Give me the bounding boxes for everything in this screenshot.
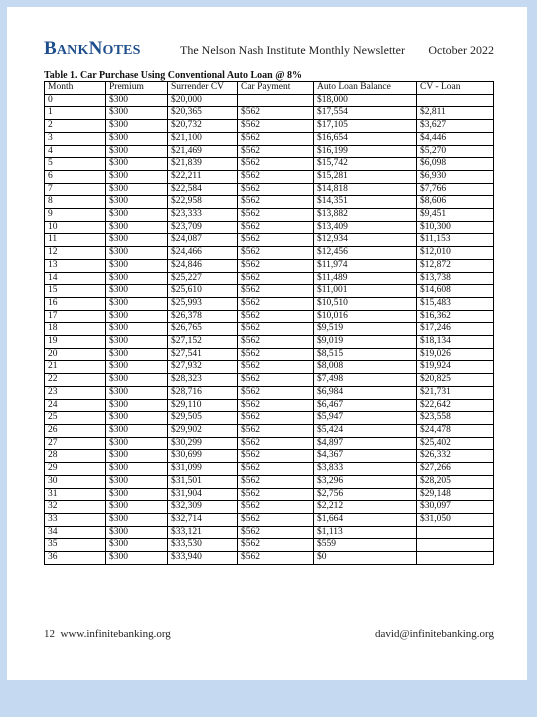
table-cell: $20,825 [417, 374, 494, 387]
table-cell: $23,558 [417, 412, 494, 425]
table-cell: $16,362 [417, 310, 494, 323]
table-row [45, 437, 494, 450]
table-cell: 15 [45, 285, 106, 298]
table-cell: $10,510 [314, 297, 417, 310]
column-header: Auto Loan Balance [314, 82, 417, 95]
table-cell: $15,483 [417, 297, 494, 310]
table-cell: $8,008 [314, 361, 417, 374]
table-cell: $300 [106, 158, 168, 171]
table-cell: 11 [45, 234, 106, 247]
table-row [45, 412, 494, 425]
table-cell: 23 [45, 386, 106, 399]
table-cell: $13,409 [314, 221, 417, 234]
table-cell: $25,227 [168, 272, 238, 285]
table-cell: $562 [238, 386, 314, 399]
table-cell: $562 [238, 170, 314, 183]
table-cell: 19 [45, 336, 106, 349]
table-cell: $15,281 [314, 170, 417, 183]
table-row [45, 526, 494, 539]
table-cell: $31,099 [168, 463, 238, 476]
table-cell: $300 [106, 259, 168, 272]
table-cell: $4,446 [417, 132, 494, 145]
table-cell: $13,738 [417, 272, 494, 285]
table-cell: $19,026 [417, 348, 494, 361]
table-cell: $14,818 [314, 183, 417, 196]
column-header: CV - Loan [417, 82, 494, 95]
table-cell: $7,498 [314, 374, 417, 387]
table-cell: $31,050 [417, 513, 494, 526]
table-cell: $12,010 [417, 247, 494, 260]
table-cell: 5 [45, 158, 106, 171]
table-cell: $21,469 [168, 145, 238, 158]
table-row [45, 323, 494, 336]
table-cell: $300 [106, 526, 168, 539]
table-cell: $33,530 [168, 539, 238, 552]
brand-letter-b: B [44, 38, 57, 59]
table-cell: $12,934 [314, 234, 417, 247]
table-cell: $562 [238, 107, 314, 120]
table-row [45, 463, 494, 476]
table-cell: $300 [106, 234, 168, 247]
table-cell: $562 [238, 120, 314, 133]
table-cell: $562 [238, 513, 314, 526]
table-title: Table 1. Car Purchase Using Conventional Auto Loan @ 8% [44, 70, 303, 81]
table-cell: $300 [106, 323, 168, 336]
table-cell: $300 [106, 475, 168, 488]
table-cell: $24,466 [168, 247, 238, 260]
table-cell: $300 [106, 539, 168, 552]
table-cell: $22,642 [417, 399, 494, 412]
table-row [45, 196, 494, 209]
brand-letters-ank: ANK [56, 43, 89, 58]
table-cell: 28 [45, 450, 106, 463]
table-cell: $30,097 [417, 501, 494, 514]
table-cell: $300 [106, 348, 168, 361]
table-cell: $9,451 [417, 209, 494, 222]
table-cell: $562 [238, 196, 314, 209]
table-cell: $29,505 [168, 412, 238, 425]
table-cell: $562 [238, 323, 314, 336]
table-cell: $29,148 [417, 488, 494, 501]
table-cell: $300 [106, 107, 168, 120]
table-cell: $12,456 [314, 247, 417, 260]
table-row [45, 221, 494, 234]
table-cell: $300 [106, 94, 168, 107]
table-cell: $21,100 [168, 132, 238, 145]
table-row [45, 272, 494, 285]
table-row [45, 132, 494, 145]
table-cell: $300 [106, 196, 168, 209]
table-cell: $19,924 [417, 361, 494, 374]
table-cell: $562 [238, 526, 314, 539]
table-row [45, 374, 494, 387]
table-cell: $26,378 [168, 310, 238, 323]
table-row [45, 336, 494, 349]
table-cell: $14,351 [314, 196, 417, 209]
table-row [45, 399, 494, 412]
table-cell: $3,627 [417, 120, 494, 133]
table-cell: $4,897 [314, 437, 417, 450]
table-cell: 8 [45, 196, 106, 209]
table-cell: $562 [238, 374, 314, 387]
table-cell: $300 [106, 170, 168, 183]
table-cell: $562 [238, 272, 314, 285]
table-cell: $26,332 [417, 450, 494, 463]
table-cell: $300 [106, 132, 168, 145]
table-row [45, 183, 494, 196]
table-cell: $562 [238, 348, 314, 361]
table-cell: $23,333 [168, 209, 238, 222]
table-row [45, 120, 494, 133]
table-cell: $300 [106, 336, 168, 349]
table-cell: $2,756 [314, 488, 417, 501]
table-cell [238, 94, 314, 107]
table-cell: 3 [45, 132, 106, 145]
table-cell: $8,515 [314, 348, 417, 361]
table-cell [417, 552, 494, 565]
table-cell: $4,367 [314, 450, 417, 463]
table-cell: 4 [45, 145, 106, 158]
table-cell: $562 [238, 310, 314, 323]
table-cell: $32,714 [168, 513, 238, 526]
table-cell: $5,947 [314, 412, 417, 425]
table-cell: $11,974 [314, 259, 417, 272]
table-cell: $300 [106, 488, 168, 501]
table-cell: $6,098 [417, 158, 494, 171]
table-cell: 26 [45, 424, 106, 437]
table-cell: 29 [45, 463, 106, 476]
table-cell: $7,766 [417, 183, 494, 196]
table-cell: 16 [45, 297, 106, 310]
table-cell: $562 [238, 501, 314, 514]
footer-left [44, 628, 171, 640]
table-cell: $29,902 [168, 424, 238, 437]
table-cell: $300 [106, 310, 168, 323]
table-cell: $8,606 [417, 196, 494, 209]
table-cell: $17,246 [417, 323, 494, 336]
car-loan-table [44, 81, 494, 565]
table-row [45, 386, 494, 399]
table-cell: $300 [106, 424, 168, 437]
newsletter-page [7, 7, 527, 680]
table-row [45, 475, 494, 488]
table-row [45, 94, 494, 107]
column-header: Car Payment [238, 82, 314, 95]
table-cell: $10,016 [314, 310, 417, 323]
column-header: Surrender CV [168, 82, 238, 95]
table-cell: 12 [45, 247, 106, 260]
table-cell: $20,365 [168, 107, 238, 120]
table-cell: $562 [238, 437, 314, 450]
table-cell: $28,323 [168, 374, 238, 387]
table-cell: $27,932 [168, 361, 238, 374]
table-cell [417, 94, 494, 107]
table-cell: 36 [45, 552, 106, 565]
table-cell: $300 [106, 412, 168, 425]
table-cell: $562 [238, 488, 314, 501]
table-cell: $29,110 [168, 399, 238, 412]
table-cell: $18,000 [314, 94, 417, 107]
table-cell: 18 [45, 323, 106, 336]
table-cell: $30,699 [168, 450, 238, 463]
table-cell: $26,765 [168, 323, 238, 336]
table-cell: $33,940 [168, 552, 238, 565]
table-cell: $12,872 [417, 259, 494, 272]
table-cell: $18,134 [417, 336, 494, 349]
table-cell: 35 [45, 539, 106, 552]
table-cell: $28,205 [417, 475, 494, 488]
table-row [45, 285, 494, 298]
table-cell: 34 [45, 526, 106, 539]
table-cell: $25,993 [168, 297, 238, 310]
table-cell: $562 [238, 183, 314, 196]
table-cell [417, 526, 494, 539]
table-cell: $562 [238, 539, 314, 552]
table-row [45, 145, 494, 158]
table-cell: $300 [106, 120, 168, 133]
footer-email: david@infinitebanking.org [375, 628, 494, 640]
table-cell: $32,309 [168, 501, 238, 514]
table-cell: 25 [45, 412, 106, 425]
table-row [45, 107, 494, 120]
table-row [45, 310, 494, 323]
table-row [45, 513, 494, 526]
table-cell: $22,584 [168, 183, 238, 196]
table-cell: 22 [45, 374, 106, 387]
table-cell: $33,121 [168, 526, 238, 539]
table-cell: 2 [45, 120, 106, 133]
table-cell: 24 [45, 399, 106, 412]
table-cell: 32 [45, 501, 106, 514]
table-row [45, 539, 494, 552]
table-cell: $2,811 [417, 107, 494, 120]
table-cell: $6,467 [314, 399, 417, 412]
table-cell: $28,716 [168, 386, 238, 399]
table-cell: $3,833 [314, 463, 417, 476]
table-cell: $10,300 [417, 221, 494, 234]
table-cell: $562 [238, 145, 314, 158]
table-cell: $6,984 [314, 386, 417, 399]
table-cell: $300 [106, 501, 168, 514]
table-cell: $562 [238, 412, 314, 425]
table-cell: $17,105 [314, 120, 417, 133]
table-cell: 21 [45, 361, 106, 374]
table-cell: $24,478 [417, 424, 494, 437]
table-row [45, 501, 494, 514]
table-cell: 14 [45, 272, 106, 285]
table-row [45, 259, 494, 272]
table-cell: 17 [45, 310, 106, 323]
table-cell: $300 [106, 513, 168, 526]
table-cell: $562 [238, 361, 314, 374]
table-cell: $559 [314, 539, 417, 552]
table-row [45, 234, 494, 247]
table-cell: $1,113 [314, 526, 417, 539]
table-body [45, 94, 494, 564]
table-cell: $300 [106, 450, 168, 463]
table-row [45, 424, 494, 437]
table-row [45, 158, 494, 171]
table-cell: $30,299 [168, 437, 238, 450]
table-cell: 27 [45, 437, 106, 450]
table-cell: $562 [238, 399, 314, 412]
table-cell [417, 539, 494, 552]
table-cell: $14,608 [417, 285, 494, 298]
table-cell: $24,087 [168, 234, 238, 247]
footer-url: www.infinitebanking.org [60, 628, 171, 640]
table-cell: 9 [45, 209, 106, 222]
table-cell: $31,904 [168, 488, 238, 501]
table-cell: 20 [45, 348, 106, 361]
table-cell: $300 [106, 221, 168, 234]
table-cell: $13,882 [314, 209, 417, 222]
newsletter-subtitle: The Nelson Nash Institute Monthly Newsletter [180, 43, 405, 57]
table-cell: $300 [106, 183, 168, 196]
table-header-row [45, 82, 494, 95]
column-header: Month [45, 82, 106, 95]
table-cell: $562 [238, 450, 314, 463]
table-cell: $23,709 [168, 221, 238, 234]
table-cell: $300 [106, 361, 168, 374]
table-cell: $9,019 [314, 336, 417, 349]
table-cell: $20,732 [168, 120, 238, 133]
table-row [45, 488, 494, 501]
table-cell: $15,742 [314, 158, 417, 171]
table-cell: $300 [106, 552, 168, 565]
table-cell: 31 [45, 488, 106, 501]
table-cell: $300 [106, 386, 168, 399]
brand-letter-n: N [88, 38, 103, 59]
table-cell: $11,001 [314, 285, 417, 298]
table-cell: $300 [106, 209, 168, 222]
table-cell: $562 [238, 336, 314, 349]
table-cell: 13 [45, 259, 106, 272]
table-cell: $21,839 [168, 158, 238, 171]
table-cell: $27,266 [417, 463, 494, 476]
table-cell: $300 [106, 374, 168, 387]
table-cell: $562 [238, 234, 314, 247]
issue-date: October 2022 [428, 43, 494, 57]
table-cell: $1,664 [314, 513, 417, 526]
table-cell: $300 [106, 285, 168, 298]
table-cell: $6,930 [417, 170, 494, 183]
table-cell: $562 [238, 424, 314, 437]
table-cell: $22,958 [168, 196, 238, 209]
table-cell: $27,541 [168, 348, 238, 361]
table-row [45, 361, 494, 374]
table-cell: $16,654 [314, 132, 417, 145]
table-cell: $27,152 [168, 336, 238, 349]
table-cell: $24,846 [168, 259, 238, 272]
table-row [45, 297, 494, 310]
table-row [45, 170, 494, 183]
table-cell: $562 [238, 552, 314, 565]
table-cell: $2,212 [314, 501, 417, 514]
table-cell: $562 [238, 463, 314, 476]
table-cell: 1 [45, 107, 106, 120]
table-cell: $562 [238, 209, 314, 222]
table-cell: $11,153 [417, 234, 494, 247]
table-cell: $562 [238, 158, 314, 171]
table-cell: $562 [238, 259, 314, 272]
table-cell: $5,270 [417, 145, 494, 158]
table-cell: $300 [106, 297, 168, 310]
table-cell: $3,296 [314, 475, 417, 488]
table-cell: $9,519 [314, 323, 417, 336]
table-cell: $20,000 [168, 94, 238, 107]
table-cell: $300 [106, 463, 168, 476]
table-row [45, 552, 494, 565]
table-cell: $300 [106, 399, 168, 412]
page-number: 12 [44, 628, 55, 640]
table-cell: $562 [238, 247, 314, 260]
table-cell: $25,402 [417, 437, 494, 450]
table-cell: 30 [45, 475, 106, 488]
table-row [45, 348, 494, 361]
column-header: Premium [106, 82, 168, 95]
table-cell: 10 [45, 221, 106, 234]
table-cell: $31,501 [168, 475, 238, 488]
table-cell: $11,489 [314, 272, 417, 285]
table-cell: $21,731 [417, 386, 494, 399]
table-cell: 0 [45, 94, 106, 107]
table-cell: $300 [106, 247, 168, 260]
table-cell: 33 [45, 513, 106, 526]
table-cell: $300 [106, 145, 168, 158]
brand-letters-otes: OTES [102, 43, 141, 58]
table-row [45, 209, 494, 222]
table-cell: 6 [45, 170, 106, 183]
table-cell: $562 [238, 221, 314, 234]
table-cell: $562 [238, 132, 314, 145]
table-cell: $17,554 [314, 107, 417, 120]
table-cell: $22,211 [168, 170, 238, 183]
table-cell: $562 [238, 475, 314, 488]
table-cell: $5,424 [314, 424, 417, 437]
table-cell: $562 [238, 285, 314, 298]
table-cell: $300 [106, 272, 168, 285]
table-cell: $300 [106, 437, 168, 450]
table-cell: $16,199 [314, 145, 417, 158]
table-row [45, 450, 494, 463]
table-cell: 7 [45, 183, 106, 196]
table-cell: $25,610 [168, 285, 238, 298]
table-cell: $562 [238, 297, 314, 310]
table-cell: $0 [314, 552, 417, 565]
masthead [44, 38, 494, 62]
brand-logo [44, 38, 141, 60]
table-row [45, 247, 494, 260]
